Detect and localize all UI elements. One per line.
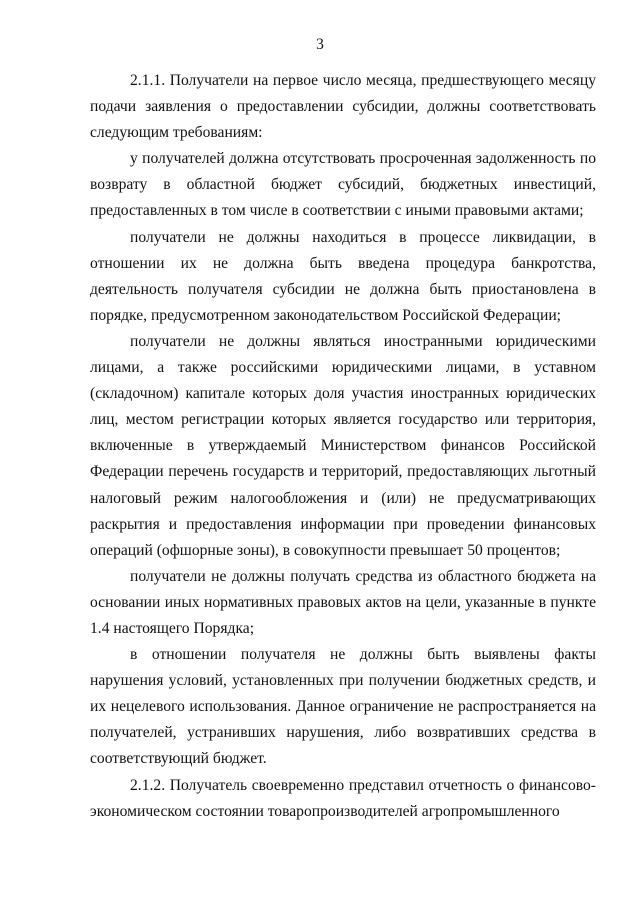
paragraph-2-1-2: 2.1.2. Получатель своевременно представил отчетность о финансово-экономическом состоянии товаропроизводителей агропромышленного [90,776,596,820]
paragraph-no-foreign-entities: получатели не должны являться иностранными юридическими лицами, а также российскими юридическими лицами, в уставном (складочном) капитале которых доля участия иностранных юридических лиц, местом регистрации которых является государство или территория, включенные в утверждаемый Министерством финансов Российской Федерации перечень государств и территорий, предоставляющих льготный налоговый режим налогообложения и (или) не предусматривающих раскрытия и предоставления информации при проведении финансовых операций (офшорные зоны), в совокупности превышает 50 процентов; [90,332,596,559]
paragraph-2-1-1: 2.1.1. Получатели на первое число месяца, предшествующего месяцу подачи заявления о предоставлении субсидии, должны соответствовать следующим требованиям: [90,72,596,142]
paragraph-no-other-funding: получатели не должны получать средства из областного бюджета на основании иных нормативных правовых актов на цели, указанные в пункте 1.4 настоящего Порядка; [90,567,596,637]
paragraph-no-liquidation: получатели не должны находиться в процессе ликвидации, в отношении их не должна быть введена процедура банкротства, деятельность получателя субсидии не должна быть приостановлена в порядке, предусмотренном законодательством Российской Федерации; [90,228,596,324]
paragraph-no-overdue-debt: у получателей должна отсутствовать просроченная задолженность по возврату в областной бюджет субсидий, бюджетных инвестиций, предоставленных в том числе в соответствии с иными правовыми актами; [90,150,596,220]
document-body [90,68,596,825]
paragraph-no-violations: в отношении получателя не должны быть выявлены факты нарушения условий, установленных при получении бюджетных средств, и их нецелевого использования. Данное ограничение не распространяется на получателей, устранивших нарушения, либо возвративших средства в соответствующий бюджет. [90,646,596,768]
page-number: 3 [316,36,324,53]
